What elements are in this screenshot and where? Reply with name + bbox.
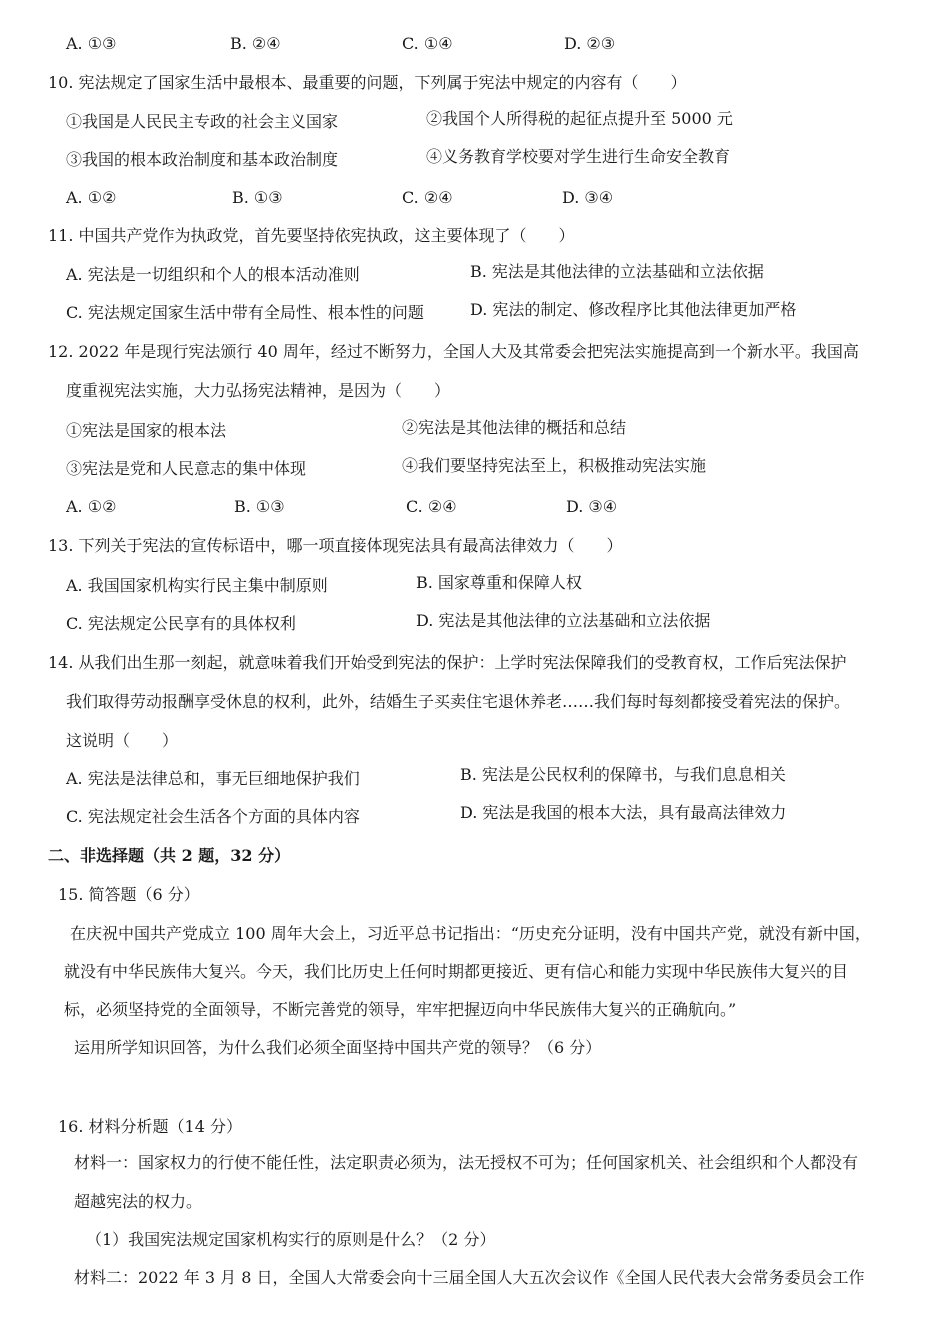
q14-option-a: A. 宪法是法律总和，事无巨细地保护我们 [66, 769, 360, 788]
q9-option-d: D. ②③ [564, 34, 616, 53]
q14-stem-line2: 我们取得劳动报酬享受休息的权利，此外，结婚生子买卖住宅退休养老……我们每时每刻都接受着宪法的保护。 [66, 692, 851, 711]
q14-option-d: D. 宪法是我国的根本大法，具有最高法律效力 [460, 803, 787, 822]
q15-para-line1: 在庆祝中国共产党成立 100 周年大会上，习近平总书记指出：“历史充分证明，没有中国共产党，就没有新中国， [70, 924, 871, 943]
q12-item-2: ②宪法是其他法律的概括和总结 [402, 418, 627, 437]
q10-item-3: ③我国的根本政治制度和基本政治制度 [66, 150, 339, 169]
q13-stem: 13. 下列关于宪法的宣传标语中，哪一项直接体现宪法具有最高法律效力（ ） [48, 536, 623, 555]
q12-item-4: ④我们要坚持宪法至上，积极推动宪法实施 [402, 456, 707, 475]
q9-option-c: C. ①④ [402, 34, 453, 53]
q11-option-b: B. 宪法是其他法律的立法基础和立法依据 [470, 262, 764, 281]
q16-sub-question-1: （1）我国宪法规定国家机构实行的原则是什么？（2 分） [86, 1230, 496, 1249]
q9-option-b: B. ②④ [230, 34, 281, 53]
q10-option-b: B. ①③ [232, 188, 283, 207]
q12-item-3: ③宪法是党和人民意志的集中体现 [66, 459, 307, 478]
q10-option-a: A. ①② [66, 188, 117, 207]
q16-title: 16. 材料分析题（14 分） [58, 1117, 242, 1136]
q14-stem-line3: 这说明（ ） [66, 731, 179, 750]
q16-material1-line1: 材料一：国家权力的行使不能任性，法定职责必须为，法无授权不可为；任何国家机关、社会组织和个人都没有 [74, 1153, 859, 1172]
q12-item-1: ①宪法是国家的根本法 [66, 421, 227, 440]
q10-option-d: D. ③④ [562, 188, 614, 207]
q9-options [66, 34, 866, 54]
q13-option-a: A. 我国国家机构实行民主集中制原则 [66, 576, 328, 595]
q15-para-line3: 标，必须坚持党的全面领导，不断完善党的领导，牢牢把握迈向中华民族伟大复兴的正确航向。” [64, 1000, 737, 1019]
q13-option-c: C. 宪法规定公民享有的具体权利 [66, 614, 296, 633]
q12-option-b: B. ①③ [234, 497, 285, 516]
q10-item-1: ①我国是人民民主专政的社会主义国家 [66, 112, 339, 131]
q12-options [66, 497, 866, 517]
q14-option-c: C. 宪法规定社会生活各个方面的具体内容 [66, 807, 360, 826]
q13-option-d: D. 宪法是其他法律的立法基础和立法依据 [416, 611, 711, 630]
q15-question: 运用所学知识回答，为什么我们必须全面坚持中国共产党的领导？（6 分） [74, 1038, 602, 1057]
q12-stem-line1: 12. 2022 年是现行宪法颁行 40 周年，经过不断努力，全国人大及其常委会把宪法实施提高到一个新水平。我国高 [48, 342, 859, 361]
q10-stem: 10. 宪法规定了国家生活中最根本、最重要的问题，下列属于宪法中规定的内容有（ ） [48, 73, 687, 92]
q12-option-a: A. ①② [66, 497, 117, 516]
q10-options [66, 188, 866, 208]
q10-item-2: ②我国个人所得税的起征点提升至 5000 元 [426, 109, 733, 128]
q14-option-b: B. 宪法是公民权利的保障书，与我们息息相关 [460, 765, 786, 784]
q13-option-b: B. 国家尊重和保障人权 [416, 573, 582, 592]
q16-material2-line1: 材料二：2022 年 3 月 8 日，全国人大常委会向十三届全国人大五次会议作《全国人民代表大会常务委员会工作 [74, 1268, 865, 1287]
q12-option-c: C. ②④ [406, 497, 457, 516]
section2-heading: 二、非选择题（共 2 题，32 分） [48, 846, 291, 865]
q14-stem-line1: 14. 从我们出生那一刻起，就意味着我们开始受到宪法的保护：上学时宪法保障我们的受教育权，工作后宪法保护 [48, 653, 847, 672]
q11-stem: 11. 中国共产党作为执政党，首先要坚持依宪执政，这主要体现了（ ） [48, 226, 575, 245]
q10-option-c: C. ②④ [402, 188, 453, 207]
q11-option-c: C. 宪法规定国家生活中带有全局性、根本性的问题 [66, 303, 424, 322]
q12-stem-line2: 度重视宪法实施，大力弘扬宪法精神，是因为（ ） [66, 381, 451, 400]
q15-para-line2: 就没有中华民族伟大复兴。今天，我们比历史上任何时期都更接近、更有信心和能力实现中华民族伟大复兴的目 [64, 962, 849, 981]
q12-option-d: D. ③④ [566, 497, 618, 516]
q11-option-a: A. 宪法是一切组织和个人的根本活动准则 [66, 265, 360, 284]
q11-option-d: D. 宪法的制定、修改程序比其他法律更加严格 [470, 300, 797, 319]
q15-title: 15. 简答题（6 分） [58, 885, 200, 904]
q10-item-4: ④义务教育学校要对学生进行生命安全教育 [426, 147, 731, 166]
q16-material1-line2: 超越宪法的权力。 [74, 1192, 203, 1211]
q9-option-a: A. ①③ [66, 34, 117, 53]
